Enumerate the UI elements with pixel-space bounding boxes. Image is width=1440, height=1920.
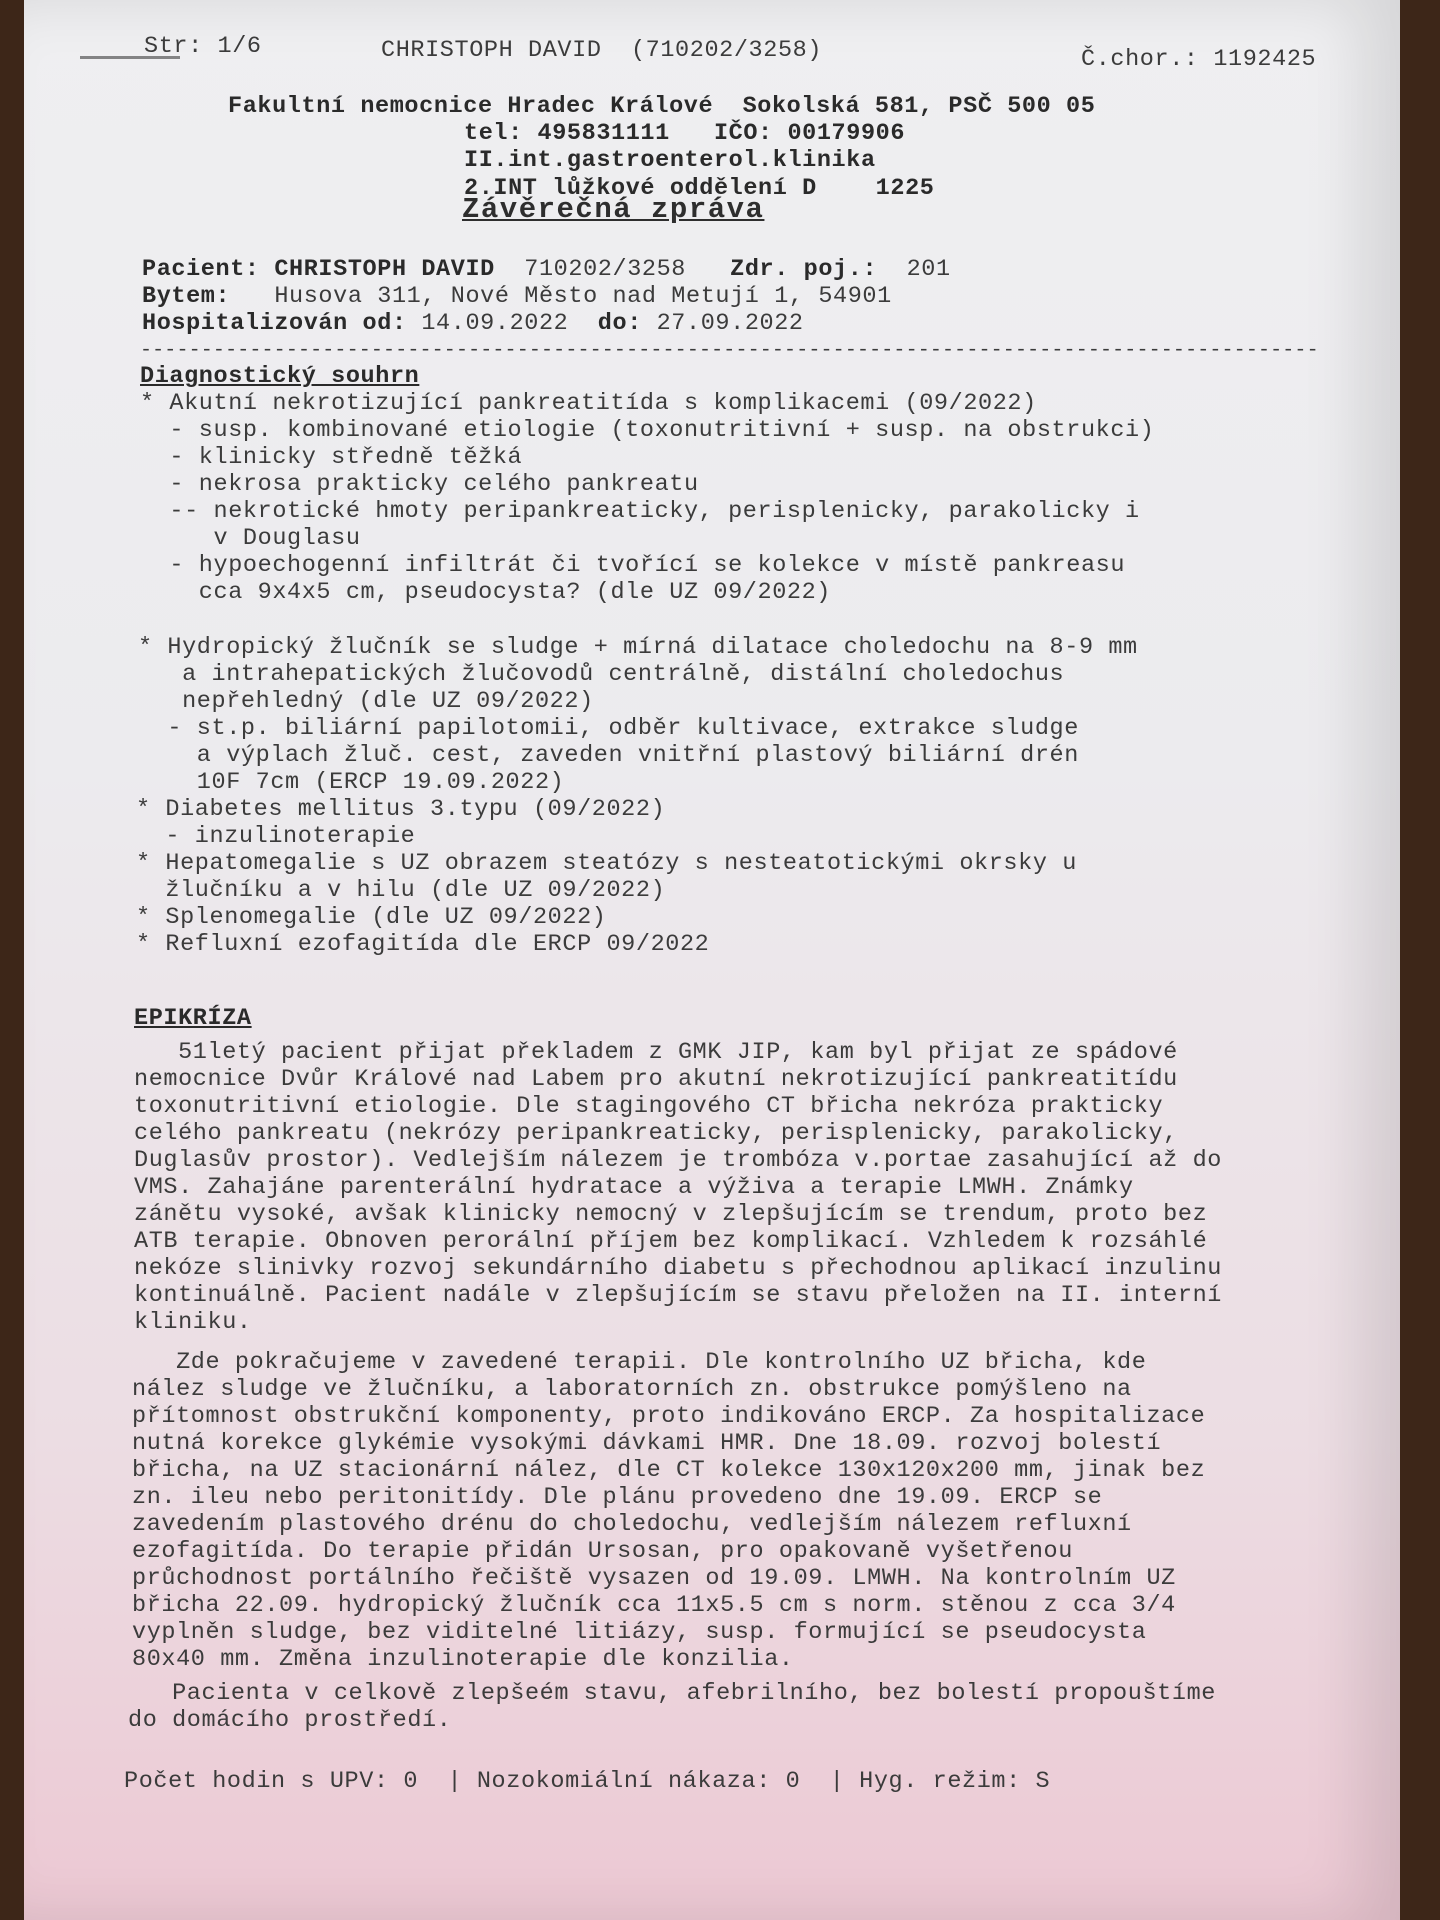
diagnosis-line: - klinicky středně těžká xyxy=(140,444,523,471)
report-page xyxy=(24,0,1400,1920)
epicrisis-line: průchodnost portálního řečiště vysazen od 19.09. LMWH. Na kontrolním UZ xyxy=(132,1565,1176,1592)
diagnosis-line: - hypoechogenní infiltrát či tvořící se kolekce v místě pankreasu xyxy=(140,552,1126,579)
epicrisis-line: 51letý pacient přijat překladem z GMK JIP, kam byl přijat ze spádové xyxy=(134,1039,1178,1066)
epicrisis-line: břicha, na UZ stacionární nález, dle CT kolekce 130x120x200 mm, jinak bez xyxy=(132,1457,1206,1484)
epicrisis-line: Zde pokračujeme v zavedené terapii. Dle kontrolního UZ břicha, kde xyxy=(132,1349,1147,1376)
diagnosis-line: v Douglasu xyxy=(140,525,361,552)
institution-name: Fakultní nemocnice Hradec Králové Sokolská 581, PSČ 500 05 xyxy=(228,93,1096,120)
epicrisis-line: nález sludge ve žlučníku, a laboratorních zn. obstrukce pomýšleno na xyxy=(132,1376,1132,1403)
diagnosis-heading: Diagnostický souhrn xyxy=(140,363,420,390)
epicrisis-line: zn. ileu nebo peritonitídy. Dle plánu provedeno dne 19.09. ERCP se xyxy=(132,1484,1103,1511)
diagnosis-line: - nekrosa prakticky celého pankreatu xyxy=(140,471,699,498)
epicrisis-line: kliniku. xyxy=(134,1309,252,1336)
epicrisis-line: VMS. Zahajáne parenterální hydratace a výživa a terapie LMWH. Známky xyxy=(134,1174,1134,1201)
address-label: Bytem: xyxy=(142,283,231,310)
epicrisis-line: vyplněn sludge, bez viditelné litiázy, susp. formující se pseudocysta xyxy=(132,1619,1147,1646)
header-patient: CHRISTOPH DAVID (710202/3258) xyxy=(381,37,823,64)
institution-contact: tel: 495831111 IČO: 00179906 xyxy=(464,120,906,147)
patient-label: Pacient: xyxy=(142,256,260,283)
page-number: Str: 1/6 xyxy=(144,33,262,60)
epicrisis-line: toxonutritivní etiologie. Dle stagingového CT břicha nekróza prakticky xyxy=(134,1093,1164,1120)
epicrisis-line: 80x40 mm. Změna inzulinoterapie dle konzilia. xyxy=(132,1646,794,1673)
diagnosis-line: - inzulinoterapie xyxy=(136,823,416,850)
record-number: Č.chor.: 1192425 xyxy=(1081,46,1317,73)
report-title: Závěrečná zpráva xyxy=(462,193,765,226)
epicrisis-line: břicha 22.09. hydropický žlučník cca 11x5.5 cm s norm. stěnou z cca 3/4 xyxy=(132,1592,1176,1619)
diagnosis-line: * Akutní nekrotizující pankreatitída s komplikacemi (09/2022) xyxy=(140,390,1037,417)
diagnosis-line: 10F 7cm (ERCP 19.09.2022) xyxy=(138,769,565,796)
diagnosis-line: * Hepatomegalie s UZ obrazem steatózy s nesteatotickými okrsky u xyxy=(136,850,1077,877)
diagnosis-line: * Splenomegalie (dle UZ 09/2022) xyxy=(136,904,607,931)
epicrisis-line: ezofagitída. Do terapie přidán Ursosan, pro opakovaně vyšetřenou xyxy=(132,1538,1073,1565)
diagnosis-line: a výplach žluč. cest, zaveden vnitřní plastový biliární drén xyxy=(138,742,1079,769)
epicrisis-line: Pacienta v celkově zlepšeém stavu, afebrilního, bez bolestí propouštíme xyxy=(128,1680,1216,1707)
epicrisis-line: nemocnice Dvůr Králové nad Labem pro akutní nekrotizující pankreatitídu xyxy=(134,1066,1178,1093)
patient-id: 710202/3258 xyxy=(524,256,687,283)
epicrisis-heading: EPIKRÍZA xyxy=(134,1005,252,1032)
epicrisis-line: nutná korekce glykémie vysokými dávkami HMR. Dne 18.09. rozvoj bolestí xyxy=(132,1430,1162,1457)
patient-line xyxy=(142,256,951,283)
insurance-code: 201 xyxy=(906,256,951,283)
diagnosis-line: - susp. kombinované etiologie (toxonutritivní + susp. na obstrukci) xyxy=(140,417,1155,444)
diagnosis-line: a intrahepatických žlučovodů centrálně, distální choledochus xyxy=(138,661,1065,688)
epicrisis-line: Duglasův prostor). Vedlejším nálezem je trombóza v.portae zasahující až do xyxy=(134,1147,1222,1174)
epicrisis-line: zánětu vysoké, avšak klinicky nemocný v zlepšujícím se trendum, proto bez xyxy=(134,1201,1208,1228)
epicrisis-line: zavedením plastového drénu do choledochu, vedlejším nálezem refluxní xyxy=(132,1511,1132,1538)
department-name: 2.INT lůžkové oddělení D 1225 xyxy=(464,175,935,202)
to-date: 27.09.2022 xyxy=(656,310,804,337)
address-line xyxy=(142,283,892,310)
footer-summary: Počet hodin s UPV: 0 | Nozokomiální nákaza: 0 | Hyg. režim: S xyxy=(124,1768,1051,1795)
epicrisis-line: ATB terapie. Obnoven perorální příjem bez komplikací. Vzhledem k rozsáhlé xyxy=(134,1228,1208,1255)
epicrisis-line: kontinuálně. Pacient nadále v zlepšujícím se stavu přeložen na II. interní xyxy=(134,1282,1222,1309)
separator-line: ------------------------------------------------------------------------------------------------- xyxy=(140,339,1319,362)
patient-name: CHRISTOPH DAVID xyxy=(274,256,495,283)
to-label: do: xyxy=(597,310,642,337)
diagnosis-line: * Refluxní ezofagitída dle ERCP 09/2022 xyxy=(136,931,710,958)
insurance-label: Zdr. poj.: xyxy=(730,256,878,283)
from-label: Hospitalizován od: xyxy=(142,310,407,337)
patient-address: Husova 311, Nové Město nad Metují 1, 54901 xyxy=(274,283,892,310)
diagnosis-line: žlučníku a v hilu (dle UZ 09/2022) xyxy=(136,877,666,904)
clinic-name: II.int.gastroenterol.klinika xyxy=(464,147,876,174)
diagnosis-line: cca 9x4x5 cm, pseudocysta? (dle UZ 09/2022) xyxy=(140,579,832,606)
from-date: 14.09.2022 xyxy=(421,310,569,337)
diagnosis-line: nepřehledný (dle UZ 09/2022) xyxy=(138,688,594,715)
diagnosis-line: * Diabetes mellitus 3.typu (09/2022) xyxy=(136,796,666,823)
diagnosis-line: - st.p. biliární papilotomii, odběr kultivace, extrakce sludge xyxy=(138,715,1079,742)
epicrisis-line: do domácího prostředí. xyxy=(128,1707,452,1734)
epicrisis-line: přítomnost obstrukční komponenty, proto indikováno ERCP. Za hospitalizace xyxy=(132,1403,1206,1430)
epicrisis-line: celého pankreatu (nekrózy peripankreaticky, perisplenicky, parakolicky, xyxy=(134,1120,1178,1147)
epicrisis-line: nekóze slinivky rozvoj sekundárního diabetu s přechodnou aplikací inzulinu xyxy=(134,1255,1222,1282)
diagnosis-line: -- nekrotické hmoty peripankreaticky, perisplenicky, parakolicky i xyxy=(140,498,1140,525)
hospitalization-line xyxy=(142,310,804,337)
diagnosis-line: * Hydropický žlučník se sludge + mírná dilatace choledochu na 8-9 mm xyxy=(138,634,1138,661)
